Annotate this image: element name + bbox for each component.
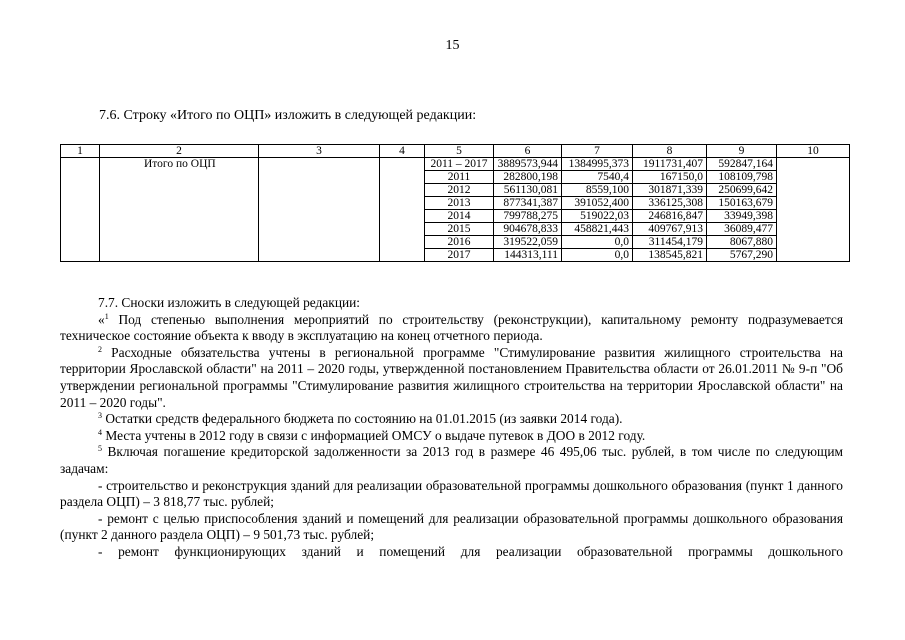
footnote-2	[60, 345, 843, 411]
table-header-row	[61, 145, 850, 158]
value-cell: 0,0	[562, 249, 633, 262]
period-cell: 2012	[425, 184, 494, 197]
section-7-6-heading: 7.6. Строку «Итого по ОЦП» изложить в следующей редакции:	[99, 108, 477, 123]
footnote-text: Включая погашение кредиторской задолженности за 2013 год в размере 46 495,06 тыс. рублей, в том числе по следующим задачам:	[60, 444, 843, 476]
value-cell: 167150,0	[633, 171, 707, 184]
value-cell: 319522,059	[494, 236, 562, 249]
period-cell: 2013	[425, 197, 494, 210]
empty-cell	[259, 158, 380, 262]
header-cell: 3	[259, 145, 380, 158]
value-cell: 5767,290	[707, 249, 777, 262]
table-row	[61, 158, 850, 171]
ocp-total-table	[60, 144, 850, 262]
footnote-5	[60, 444, 843, 477]
footnote-text: Места учтены в 2012 году в связи с информацией ОМСУ о выдаче путевок в ДОО в 2012 году.	[102, 427, 646, 443]
value-cell: 246816,847	[633, 210, 707, 223]
value-cell: 1911731,407	[633, 158, 707, 171]
footnote-marker: 3	[98, 411, 102, 421]
value-cell: 108109,798	[707, 171, 777, 184]
value-cell: 138545,821	[633, 249, 707, 262]
footnote-4	[60, 428, 843, 445]
value-cell: 1384995,373	[562, 158, 633, 171]
list-item: - ремонт функционирующих зданий и помещений для реализации образовательной программы дошкольного	[98, 543, 843, 559]
footnote-marker: 4	[98, 427, 102, 437]
value-cell: 799788,275	[494, 210, 562, 223]
period-cell: 2017	[425, 249, 494, 262]
footnote-text: Расходные обязательства учтены в региональной программе "Стимулирование развития жилищного строительства на территории Ярославской области" на 2011 – 2020 годы, утвержденной постановлением Правительства области от 26.01.2011 № 9-п "Об утверждении региональной программы "Стимулирование развития жилищного строительства на территории Ярославской области" на 2011 – 2020 годы".	[60, 344, 843, 410]
value-cell: 7540,4	[562, 171, 633, 184]
value-cell: 8559,100	[562, 184, 633, 197]
value-cell: 311454,179	[633, 236, 707, 249]
page-number: 15	[445, 38, 460, 53]
value-cell: 592847,164	[707, 158, 777, 171]
value-cell: 282800,198	[494, 171, 562, 184]
header-cell: 7	[562, 145, 633, 158]
period-cell: 2016	[425, 236, 494, 249]
header-cell: 4	[380, 145, 425, 158]
quote-mark: «	[98, 311, 105, 327]
value-cell: 877341,387	[494, 197, 562, 210]
list-item: - ремонт с целью приспособления зданий и помещений для реализации образовательной программы дошкольного образования (пункт 2 данного раздела ОЦП) – 9 501,73 тыс. рублей;	[60, 510, 843, 543]
value-cell: 36089,477	[707, 223, 777, 236]
value-cell: 144313,111	[494, 249, 562, 262]
header-cell: 10	[777, 145, 850, 158]
value-cell: 391052,400	[562, 197, 633, 210]
footnote-1	[60, 312, 843, 345]
value-cell: 904678,833	[494, 223, 562, 236]
period-cell: 2014	[425, 210, 494, 223]
value-cell: 458821,443	[562, 223, 633, 236]
value-cell: 336125,308	[633, 197, 707, 210]
footnote-text: Остатки средств федерального бюджета по состоянию на 01.01.2015 (из заявки 2014 года).	[102, 411, 623, 427]
value-cell: 150163,679	[707, 197, 777, 210]
row-label: Итого по ОЦП	[100, 158, 259, 262]
header-cell: 8	[633, 145, 707, 158]
header-cell: 6	[494, 145, 562, 158]
footnotes-section	[60, 295, 843, 561]
footnote-marker: 5	[98, 444, 102, 454]
section-7-7-heading: 7.7. Сноски изложить в следующей редакции:	[98, 295, 361, 310]
period-cell: 2015	[425, 223, 494, 236]
empty-cell	[777, 158, 850, 262]
footnote-marker: 1	[104, 311, 109, 321]
empty-cell	[61, 158, 100, 262]
value-cell: 0,0	[562, 236, 633, 249]
empty-cell	[380, 158, 425, 262]
value-cell: 519022,03	[562, 210, 633, 223]
header-cell: 9	[707, 145, 777, 158]
footnote-3	[60, 411, 843, 428]
value-cell: 409767,913	[633, 223, 707, 236]
value-cell: 3889573,944	[494, 158, 562, 171]
period-cell: 2011 – 2017	[425, 158, 494, 171]
footnote-text: Под степенью выполнения мероприятий по строительству (реконструкции), капитальному ремонту подразумевается техническое состояние объекта к вводу в эксплуатацию на конец отчетного периода.	[60, 311, 843, 344]
value-cell: 8067,880	[707, 236, 777, 249]
period-cell: 2011	[425, 171, 494, 184]
footnote-marker: 2	[98, 344, 102, 354]
value-cell: 301871,339	[633, 184, 707, 197]
value-cell: 561130,081	[494, 184, 562, 197]
value-cell: 33949,398	[707, 210, 777, 223]
header-cell: 5	[425, 145, 494, 158]
header-cell: 1	[61, 145, 100, 158]
list-item: - строительство и реконструкция зданий для реализации образовательной программы дошкольного образования (пункт 1 данного раздела ОЦП) – 3 818,77 тыс. рублей;	[60, 477, 843, 510]
header-cell: 2	[100, 145, 259, 158]
value-cell: 250699,642	[707, 184, 777, 197]
